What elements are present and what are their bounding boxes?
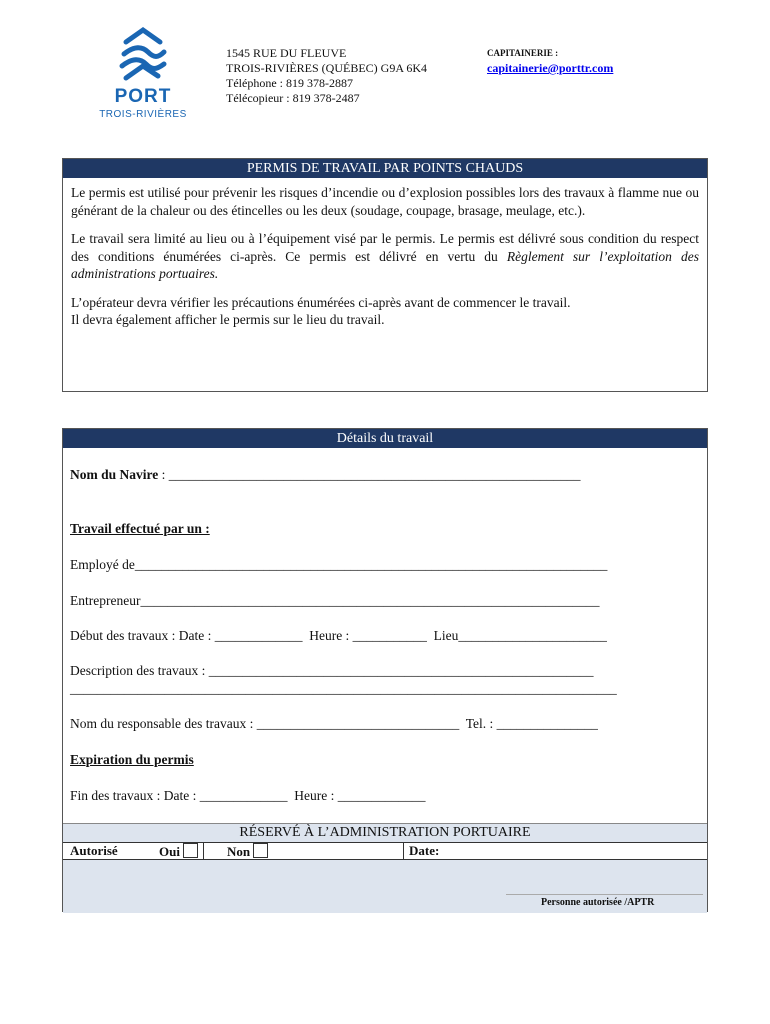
port-logo <box>98 26 188 120</box>
yes-checkbox[interactable] <box>183 843 198 858</box>
end-work-field[interactable]: Fin des travaux : Date : _____________ Heure : _____________ <box>70 788 426 803</box>
intro-paragraph-3-line2: Il devra également afficher le permis sur le lieu du travail. <box>71 312 385 327</box>
address-block <box>226 46 427 106</box>
employee-field[interactable]: Employé de______________________________________________________________________ <box>70 557 608 572</box>
details-title: Détails du travail <box>63 429 707 448</box>
start-work-field[interactable]: Début des travaux : Date : _____________ Heure : ___________ Lieu______________________ <box>70 628 607 643</box>
admin-authorization-row <box>63 842 707 860</box>
contact-label: CAPITAINERIE : <box>487 48 559 58</box>
yes-label: Oui <box>159 844 180 859</box>
address-fax: Télécopieur : 819 378-2487 <box>226 91 360 105</box>
address-phone: Téléphone : 819 378-2887 <box>226 76 353 90</box>
intro-paragraph-3 <box>71 294 699 329</box>
vessel-name-blank: : _____________________________________________________________ <box>158 467 581 482</box>
logo-subname: TROIS-RIVIÈRES <box>99 109 187 120</box>
intro-paragraph-2 <box>71 230 699 283</box>
row-divider <box>203 843 204 859</box>
description-field-line2[interactable]: _________________________________________________________________________________ <box>70 681 617 696</box>
contractor-field[interactable]: Entrepreneur____________________________________________________________________ <box>70 593 600 608</box>
logo-name: PORT <box>114 86 172 107</box>
yes-option[interactable] <box>159 843 198 860</box>
no-checkbox[interactable] <box>253 843 268 858</box>
permit-title: PERMIS DE TRAVAIL PAR POINTS CHAUDS <box>63 159 707 178</box>
authorized-label: Autorisé <box>70 843 118 858</box>
no-option[interactable] <box>227 843 268 860</box>
description-field[interactable]: Description des travaux : _________________________________________________________ <box>70 663 594 678</box>
port-logo-icon <box>118 26 168 84</box>
contact-block <box>487 48 613 76</box>
address-city: TROIS-RIVIÈRES (QUÉBEC) G9A 6K4 <box>226 61 427 75</box>
manager-field[interactable]: Nom du responsable des travaux : ______________________________ Tel. : _______________ <box>70 716 598 731</box>
work-by-heading: Travail effectué par un : <box>70 521 210 536</box>
permit-intro-section <box>62 158 708 392</box>
date-label[interactable]: Date: <box>409 843 440 858</box>
address-street: 1545 RUE DU FLEUVE <box>226 46 347 60</box>
intro-paragraph-3-line1: L’opérateur devra vérifier les précautions énumérées ci-après avant de commencer le travail. <box>71 294 571 310</box>
row-divider <box>403 843 404 859</box>
vessel-name-field[interactable] <box>70 467 581 483</box>
signature-line[interactable] <box>506 894 703 895</box>
signature-label: Personne autorisée /APTR <box>541 897 655 908</box>
intro-paragraph-1: Le permis est utilisé pour prévenir les risques d’incendie ou d’explosion possibles lors des travaux à flamme nue ou générant de la chaleur ou des étincelles ou les deux (soudage, coupage, brasage, meulage, etc.). <box>71 185 699 218</box>
contact-email-link[interactable]: capitainerie@porttr.com <box>487 61 614 75</box>
regulation-title: Règlement sur l’exploitation des administrations portuaires. <box>71 248 699 281</box>
vessel-name-label: Nom du Navire <box>70 467 159 482</box>
admin-reserved-section <box>63 823 707 913</box>
expiration-heading: Expiration du permis <box>70 752 194 767</box>
admin-title: RÉSERVÉ À L’ADMINISTRATION PORTUAIRE <box>239 825 531 840</box>
work-details-section <box>62 428 708 912</box>
intro-paragraph-2-text: Le travail sera limité au lieu ou à l’équipement visé par le permis. Le permis est délivré sous condition du respect des conditions énumérées ci-après. Ce permis est délivré en vertu du <box>71 231 699 264</box>
no-label: Non <box>227 844 251 859</box>
